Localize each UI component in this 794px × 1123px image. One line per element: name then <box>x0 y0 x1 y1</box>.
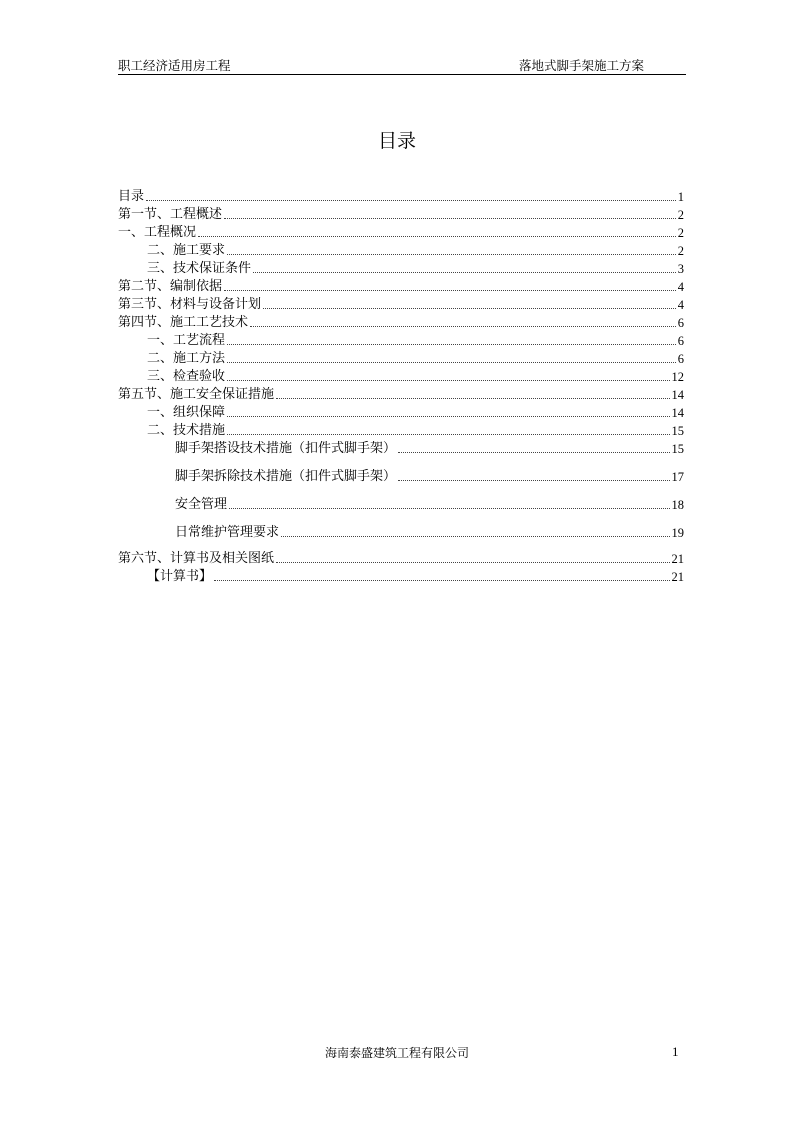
toc-entry[interactable] <box>118 469 684 485</box>
toc-dot-leader <box>229 508 669 509</box>
toc-entry-page-number: 3 <box>677 262 684 276</box>
toc-entry-label: 二、施工要求 <box>147 243 226 258</box>
header-project-name: 职工经济适用房工程 <box>118 58 231 73</box>
toc-entry-page-number: 4 <box>677 280 684 294</box>
toc-entry[interactable] <box>118 405 684 421</box>
page-title: 目录 <box>377 130 416 152</box>
footer-page-number: 1 <box>672 1044 679 1059</box>
toc-dot-leader <box>250 326 676 327</box>
toc-entry[interactable] <box>118 441 684 457</box>
toc-entry-label: 安全管理 <box>175 497 228 512</box>
toc-dot-leader <box>281 536 669 537</box>
toc-dot-leader <box>276 398 669 399</box>
toc-entry-label: 脚手架拆除技术措施（扣件式脚手架） <box>175 469 397 484</box>
toc-entry-label: 二、技术措施 <box>147 423 226 438</box>
toc-entry[interactable] <box>118 497 684 513</box>
toc-dot-leader <box>253 272 676 273</box>
toc-entry-page-number: 14 <box>671 388 684 402</box>
toc-entry[interactable] <box>118 387 684 403</box>
toc-dot-leader <box>227 434 669 435</box>
toc-entry-page-number: 14 <box>671 406 684 420</box>
toc-entry-label: 二、施工方法 <box>147 351 226 366</box>
toc-entry-label: 第五节、施工安全保证措施 <box>118 387 275 402</box>
toc-dot-leader <box>276 562 669 563</box>
toc-entry-page-number: 4 <box>677 298 684 312</box>
toc-dot-leader <box>263 308 676 309</box>
toc-dot-leader <box>398 452 669 453</box>
toc-entry-page-number: 2 <box>677 244 684 258</box>
toc-entry-label: 第一节、工程概述 <box>118 207 223 222</box>
toc-dot-leader <box>198 236 676 237</box>
toc-entry[interactable] <box>118 261 684 277</box>
toc-dot-leader <box>227 362 676 363</box>
toc-entry[interactable] <box>118 207 684 223</box>
toc-entry[interactable] <box>118 569 684 585</box>
footer-company-name: 海南泰盛建筑工程有限公司 <box>324 1046 469 1060</box>
toc-entry[interactable] <box>118 351 684 367</box>
toc-entry[interactable] <box>118 315 684 331</box>
toc-entry-label: 脚手架搭设技术措施（扣件式脚手架） <box>175 441 397 456</box>
toc-entry-page-number: 6 <box>677 352 684 366</box>
toc-entry-label: 第四节、施工工艺技术 <box>118 315 249 330</box>
toc-entry[interactable] <box>118 423 684 439</box>
toc-dot-leader <box>227 416 669 417</box>
toc-entry-label: 三、技术保证条件 <box>147 261 252 276</box>
toc-dot-leader <box>214 580 669 581</box>
toc-entry[interactable] <box>118 279 684 295</box>
toc-dot-leader <box>227 380 669 381</box>
toc-entry-page-number: 6 <box>677 334 684 348</box>
toc-entry-label: 一、工艺流程 <box>147 333 226 348</box>
toc-entry-label: 日常维护管理要求 <box>175 525 280 540</box>
toc-entry-label: 第二节、编制依据 <box>118 279 223 294</box>
toc-entry[interactable] <box>118 525 684 541</box>
toc-entry[interactable] <box>118 189 684 205</box>
toc-entry-page-number: 12 <box>671 370 684 384</box>
toc-entry-page-number: 17 <box>671 470 684 484</box>
toc-entry-page-number: 21 <box>671 570 684 584</box>
toc-entry[interactable] <box>118 369 684 385</box>
toc-entry-page-number: 15 <box>671 424 684 438</box>
toc-entry[interactable] <box>118 551 684 567</box>
toc-entry-page-number: 21 <box>671 552 684 566</box>
toc-dot-leader <box>224 218 676 219</box>
toc-entry-page-number: 18 <box>671 498 684 512</box>
toc-entry-page-number: 19 <box>671 526 684 540</box>
toc-entry[interactable] <box>118 225 684 241</box>
toc-entry-page-number: 15 <box>671 442 684 456</box>
header-document-title: 落地式脚手架施工方案 <box>518 58 644 73</box>
toc-dot-leader <box>227 344 676 345</box>
toc-entry-label: 一、工程概况 <box>118 225 197 240</box>
toc-entry[interactable] <box>118 243 684 259</box>
toc-entry-label: 【计算书】 <box>147 569 213 584</box>
toc-entry-label: 第六节、计算书及相关图纸 <box>118 551 275 566</box>
toc-entry-label: 三、检查验收 <box>147 369 226 384</box>
page-header <box>118 56 686 75</box>
toc-dot-leader <box>146 200 676 201</box>
toc-dot-leader <box>224 290 676 291</box>
toc-entry-label: 目录 <box>118 189 145 204</box>
toc-entry-page-number: 2 <box>677 208 684 222</box>
toc-entry-page-number: 1 <box>677 190 684 204</box>
toc-entry-page-number: 6 <box>677 316 684 330</box>
toc-dot-leader <box>227 254 676 255</box>
toc-entry-page-number: 2 <box>677 226 684 240</box>
toc-entry[interactable] <box>118 297 684 313</box>
toc-dot-leader <box>398 480 669 481</box>
toc-entry-label: 第三节、材料与设备计划 <box>118 297 262 312</box>
toc-entry[interactable] <box>118 333 684 349</box>
toc-entry-label: 一、组织保障 <box>147 405 226 420</box>
